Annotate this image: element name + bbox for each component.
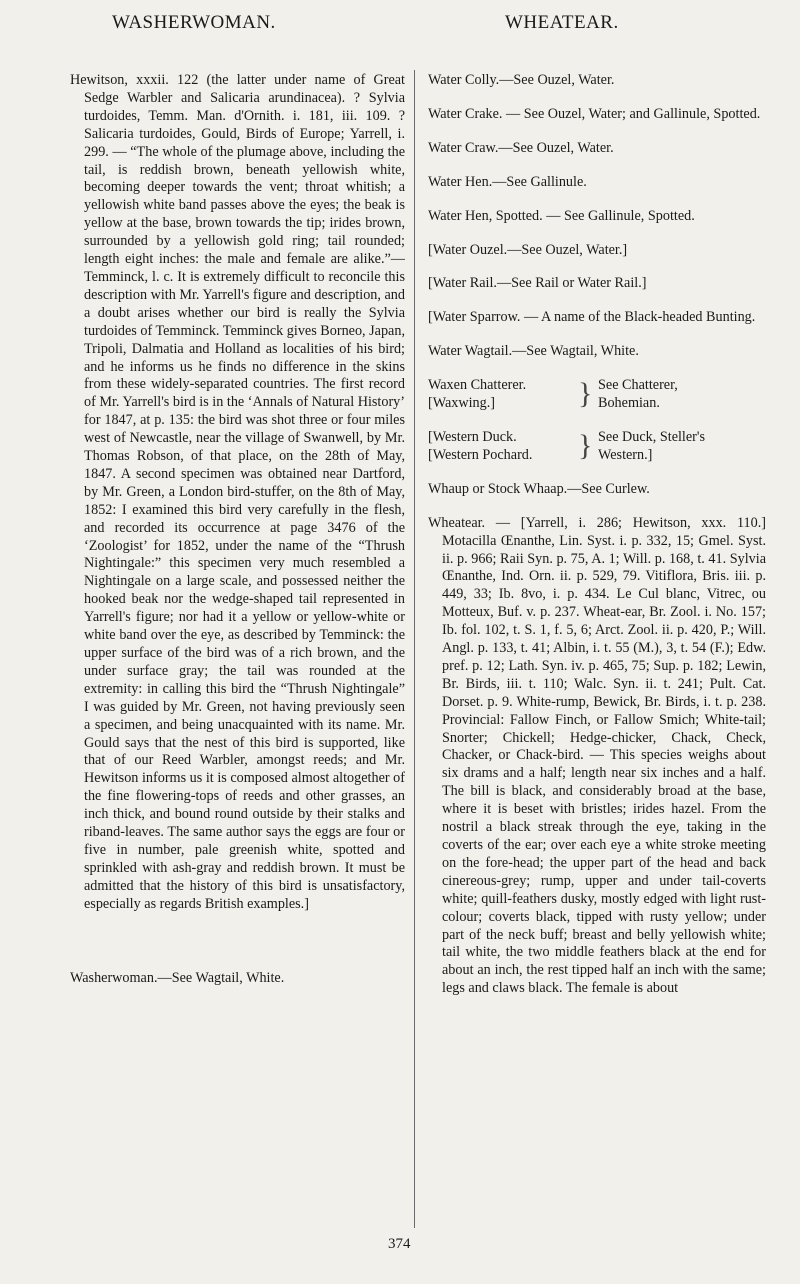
- pair-name: Waxen Chatterer.: [428, 377, 527, 394]
- entry-water-hen: Water Hen.—See Gallinule.: [428, 173, 587, 190]
- entry-water-sparrow: [Water Sparrow. — A name of the Black-headed Bunting.: [428, 309, 756, 326]
- brace-symbol: }: [578, 428, 593, 462]
- hewitson-paragraph: Hewitson, xxxii. 122 (the latter under name of Great Sedge Warbler and Salicaria arundinacea). ? Sylvia turdoides, Temm. Man. d'Ornith. i. 181, iii. 109. ? Salicaria turdoides, Gould, Birds of Europe; Yarrell, i. 299. — “The whole of the plumage above, including the tail, is reddish brown, beneath yellowish white, becoming deeper towards the vent; throat whitish; a yellowish white band passes above the eyes; the beak is yellow at the base, brown towards the tip; irides brown, surrounded by a yellowish gold ring; tail rounded; length eight inches: the male and female are alike.”—Temminck, l. c. It is extremely difficult to reconcile this description with Mr. Yarrell's figure and description, and a doubt arises whether our bird is really the Sylvia turdoides of Temminck. Temminck gives Borneo, Japan, Tripoli, Dalmatia and Holland as localities of his bird; and he informs us he finds no difference in the skins from these widely-separated countries. The first record of Mr. Yarrell's bird is in the ‘Annals of Natural History’ for 1847, at p. 135: the bird was shot three or four miles west of Newcastle, near the village of Swanwell, by Mr. Thomas Robson, of that place, on the 28th of May, 1847. A second specimen was obtained near Dartford, by Mr. Green, a London bird-stuffer, on the 8th of May, 1852: I examined this bird very carefully in the flesh, and recorded its occurrence at page 3476 of the ‘Zoologist’ for 1852, under the name of the “Thrush Nightingale:” this specimen very much resembled a Nightingale on a large scale, and possessed neither the hooked beak nor the wedge-shaped tail represented in Yarrell's figure; nor had it a yellow or yellow-white or white band over the eye, as described by Temminck: the upper surface of the bird was of a rich brown, and the under surface gray; the tail was rounded at the extremity: in calling this bird the “Thrush Nightingale” I was guided by Mr. Green, not having previously seen a specimen, and being unacquainted with its name. Mr. Gould says that the nest of this bird is supported, like that of our Reed Warbler, amongst reeds; and Mr. Hewitson informs us it is composed almost altogether of the fine flowering-tops of reeds and other grasses, an inch thick, and bound round outside by their stalks and riband-leaves. The same author says the eggs are four or five in number, pale greenish white, spotted and sprinkled with ash-gray and reddish brown. It must be admitted that the history of this bird is unsatisfactory, especially as regards British examples.]: [70, 72, 405, 912]
- entry-waxen-chatterer: [428, 377, 766, 413]
- entry-water-rail: [Water Rail.—See Rail or Water Rail.]: [428, 275, 647, 292]
- entry-western-duck: [428, 429, 766, 465]
- entry-water-ouzel: [Water Ouzel.—See Ouzel, Water.]: [428, 241, 628, 258]
- washerwoman-entry: Washerwoman.—See Wagtail, White.: [70, 969, 285, 986]
- right-column: [428, 72, 766, 998]
- entry-whaup: Whaup or Stock Whaap.—See Curlew.: [428, 480, 650, 497]
- entry-water-craw: Water Craw.—See Ouzel, Water.: [428, 139, 614, 156]
- pair-target: See Chatterer,: [598, 377, 678, 394]
- left-column: [70, 72, 405, 988]
- pair-name: [Western Pochard.: [428, 446, 533, 463]
- running-head-right: WHEATEAR.: [505, 12, 619, 33]
- column-rule: [414, 70, 415, 1228]
- pair-target: Bohemian.: [598, 395, 660, 412]
- entry-water-crake: Water Crake. — See Ouzel, Water; and Gallinule, Spotted.: [428, 105, 761, 122]
- pair-target: Western.]: [598, 446, 653, 463]
- pair-target: See Duck, Steller's: [598, 428, 705, 445]
- entry-water-colly: Water Colly.—See Ouzel, Water.: [428, 72, 615, 88]
- pair-name: [Western Duck.: [428, 428, 517, 445]
- pair-name: [Waxwing.]: [428, 395, 496, 412]
- entry-wheatear: Wheatear. — [Yarrell, i. 286; Hewitson, xxx. 110.] Motacilla Œnanthe, Lin. Syst. i. p. 332, 15; Gmel. Syst. ii. p. 966; Raii Syn. p. 75, A. 1; Will. p. 168, t. 41. Sylvia Œnanthe, Ind. Orn. ii. p. 529, 79. Vitiflora, Bris. iii. p. 449, 33; Ib. 8vo, i. p. 434. Le Cul blanc, Vitrec, ou Motteux, Buf. v. p. 237. Wheat-ear, Br. Zool. i. No. 157; Ib. fol. 102, t. S. 1, f. 5, 6; Arct. Zool. ii. p. 420, P.; Will. Angl. p. 133, t. 41; Albin, i. t. 55 (M.), 3, t. 54 (F.); Edw. pref. p. 12; Lath. Syn. iv. p. 465, 75; Sup. p. 182; Lewin, Br. Birds, iii. t. 110; Walc. Syn. ii. t. 241; Pult. Cat. Dorset. p. 9. White-rump, Bewick, Br. Birds, i. t. p. 238. Provincial: Fallow Finch, or Fallow Smich; White-tail; Snorter; Chickell; Hedge-chicker, Chack, Check, Chacker, or Chack-bird. — This species weighs about six drams and a half; length near six inches and a half. The bill is black, and considerably broad at the base, where it is beset with bristles; irides hazel. From the nostril a black streak through the eye, taking in the coverts of the ear; over each eye a white stroke meeting on the fore-head; the upper part of the head and back cinereous-grey; rump, upper and under tail-coverts white; quill-feathers dusky, mostly edged with light rust-colour; coverts black, tipped with rusty yellow; under part of the neck buff; breast and belly yellowish white; tail white, the two middle feathers black at the end for about an inch, the rest tipped half an inch with the same; legs and claws black. The female is about: [428, 514, 766, 997]
- brace-symbol: }: [578, 377, 593, 411]
- running-head-left: WASHERWOMAN.: [112, 12, 276, 33]
- page-number: 374: [388, 1236, 411, 1252]
- entry-water-hen-spotted: Water Hen, Spotted. — See Gallinule, Spotted.: [428, 207, 695, 224]
- entry-water-wagtail: Water Wagtail.—See Wagtail, White.: [428, 343, 639, 360]
